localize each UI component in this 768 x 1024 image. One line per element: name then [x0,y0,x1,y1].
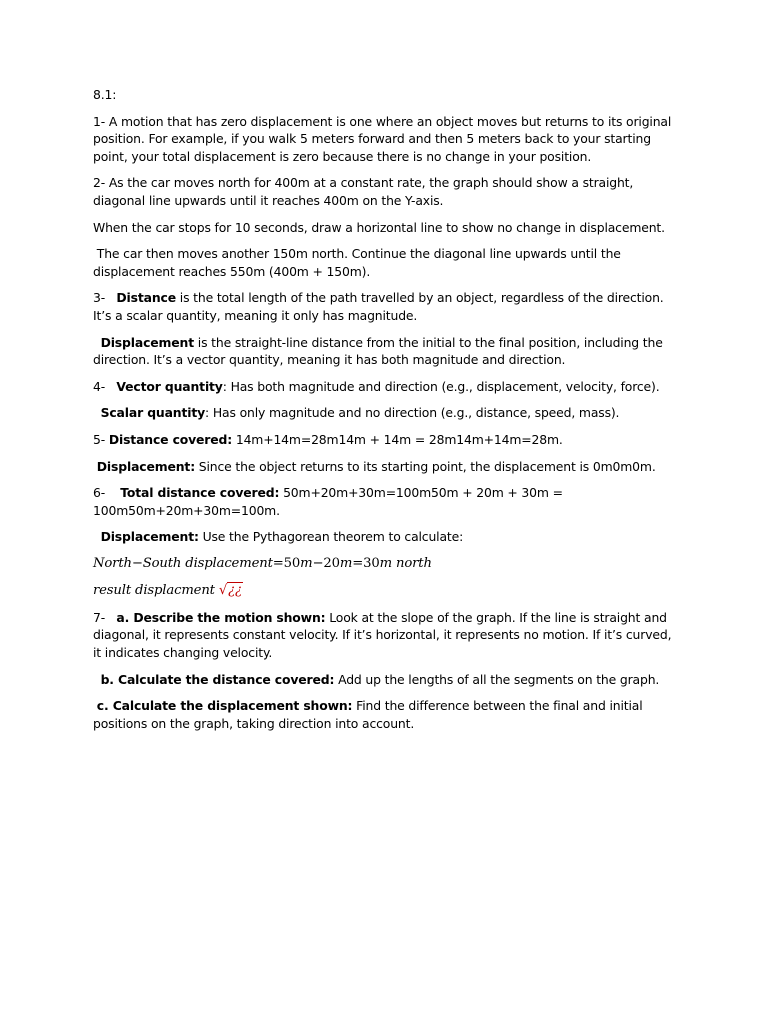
total-distance-term: Total distance covered: [120,485,280,501]
answer-4-vector [93,378,683,396]
square-root-icon: √ [218,582,228,598]
displacement-definition: is the straight-line distance from the initial to the final position, including the direction. It’s a vector quantity, meaning it has both magnitude and direction. [93,334,667,368]
answer-1: 1- A motion that has zero displacement is one where an object moves but returns to its original position. For example, if you walk 5 meters forward and then 5 meters back to your starting point, your total displacement is zero because there is no change in your position. [93,113,672,164]
answer-6-number: 6- [93,485,121,501]
answer-4-number: 4- [93,378,117,394]
answer-4-scalar [93,404,683,422]
distance-definition: is the total length of the path travelled by an object, regardless of the direction. It’s a scalar quantity, meaning it only has magnitude. [93,290,668,323]
answer-2-stop: When the car stops for 10 seconds, draw a horizontal line to show no change in displacement. [93,219,665,235]
equation-direction: north [391,555,432,571]
answer-7-number: 7- [93,609,117,625]
distance-covered-term: Distance covered: [108,431,233,447]
answer-6-total [93,484,683,519]
vector-term: Vector quantity [116,378,223,394]
part-b-term: b. Calculate the distance covered: [100,671,335,687]
part-c-text: Find the difference between the final and initial positions on the graph, taking direction into account. [93,698,647,731]
answer-7c [93,697,683,732]
equation-term: =30 [352,555,380,571]
equation-result [93,582,683,600]
answer-3-number: 3- [93,290,117,306]
answer-3-displacement [93,334,683,369]
part-a-term: a. Describe the motion shown: [116,609,326,625]
part-b-text: Add up the lengths of all the segments on the graph. [334,671,660,687]
answer-2: 2- As the car moves north for 400m at a constant rate, the graph should show a straight, diagonal line upwards until it reaches 400m on the Y-axis. [93,175,634,208]
indent [93,335,101,350]
part-c-term: c. Calculate the displacement shown: [96,698,353,714]
answer-7b [93,671,683,689]
answer-5-distance [93,431,683,449]
displacement-term: Displacement [100,334,194,350]
displacement-instruction: Use the Pythagorean theorem to calculate: [198,529,464,545]
part-a-text: Look at the slope of the graph. If the line is straight and diagonal, it represents constant velocity. If it’s horizontal, it represents no motion. If it’s curved, it indicates changing velocity. [93,609,676,661]
unit-m: m [379,555,392,571]
scalar-definition: : Has only magnitude and no direction (e.g., distance, speed, mass). [205,405,620,421]
answer-2-moves: The car then moves another 150m north. Continue the diagonal line upwards until the displacement reaches 550m (400m + 150m). [93,246,625,279]
answer-5-displacement [93,458,683,476]
displacement-term: Displacement: [100,529,199,545]
unit-m: m [339,555,353,571]
equation-term: −20 [312,555,340,571]
distance-term: Distance [116,290,176,306]
answer-5-number: 5- [93,431,109,447]
indent [93,672,101,687]
section-heading: 8.1: [93,87,117,102]
answer-7a [93,609,683,662]
vector-definition: : Has both magnitude and direction (e.g., displacement, velocity, force). [222,378,660,394]
answer-3-distance [93,289,683,324]
indent [93,405,101,420]
answer-6-displacement [93,528,683,546]
equation-label: North−South displacement [93,555,273,571]
displacement-term: Displacement: [96,458,195,474]
unit-m: m [300,555,313,571]
result-label: result displacment [93,582,219,598]
total-distance-value: 50m+20m+30m=100m50m + 20m + 30m = 100m50m+20m+30m=100m. [93,485,567,518]
equation-placeholder: ¿¿ [228,582,242,598]
equation-term: =50 [272,555,301,571]
displacement-value: Since the object returns to its starting point, the displacement is 0m0m0m. [195,458,656,474]
document-body [93,86,683,741]
scalar-term: Scalar quantity [100,405,206,421]
distance-covered-value: 14m+14m=28m14m + 14m = 28m14m+14m=28m. [232,431,563,447]
indent [93,529,101,544]
equation-north-south [93,555,683,573]
